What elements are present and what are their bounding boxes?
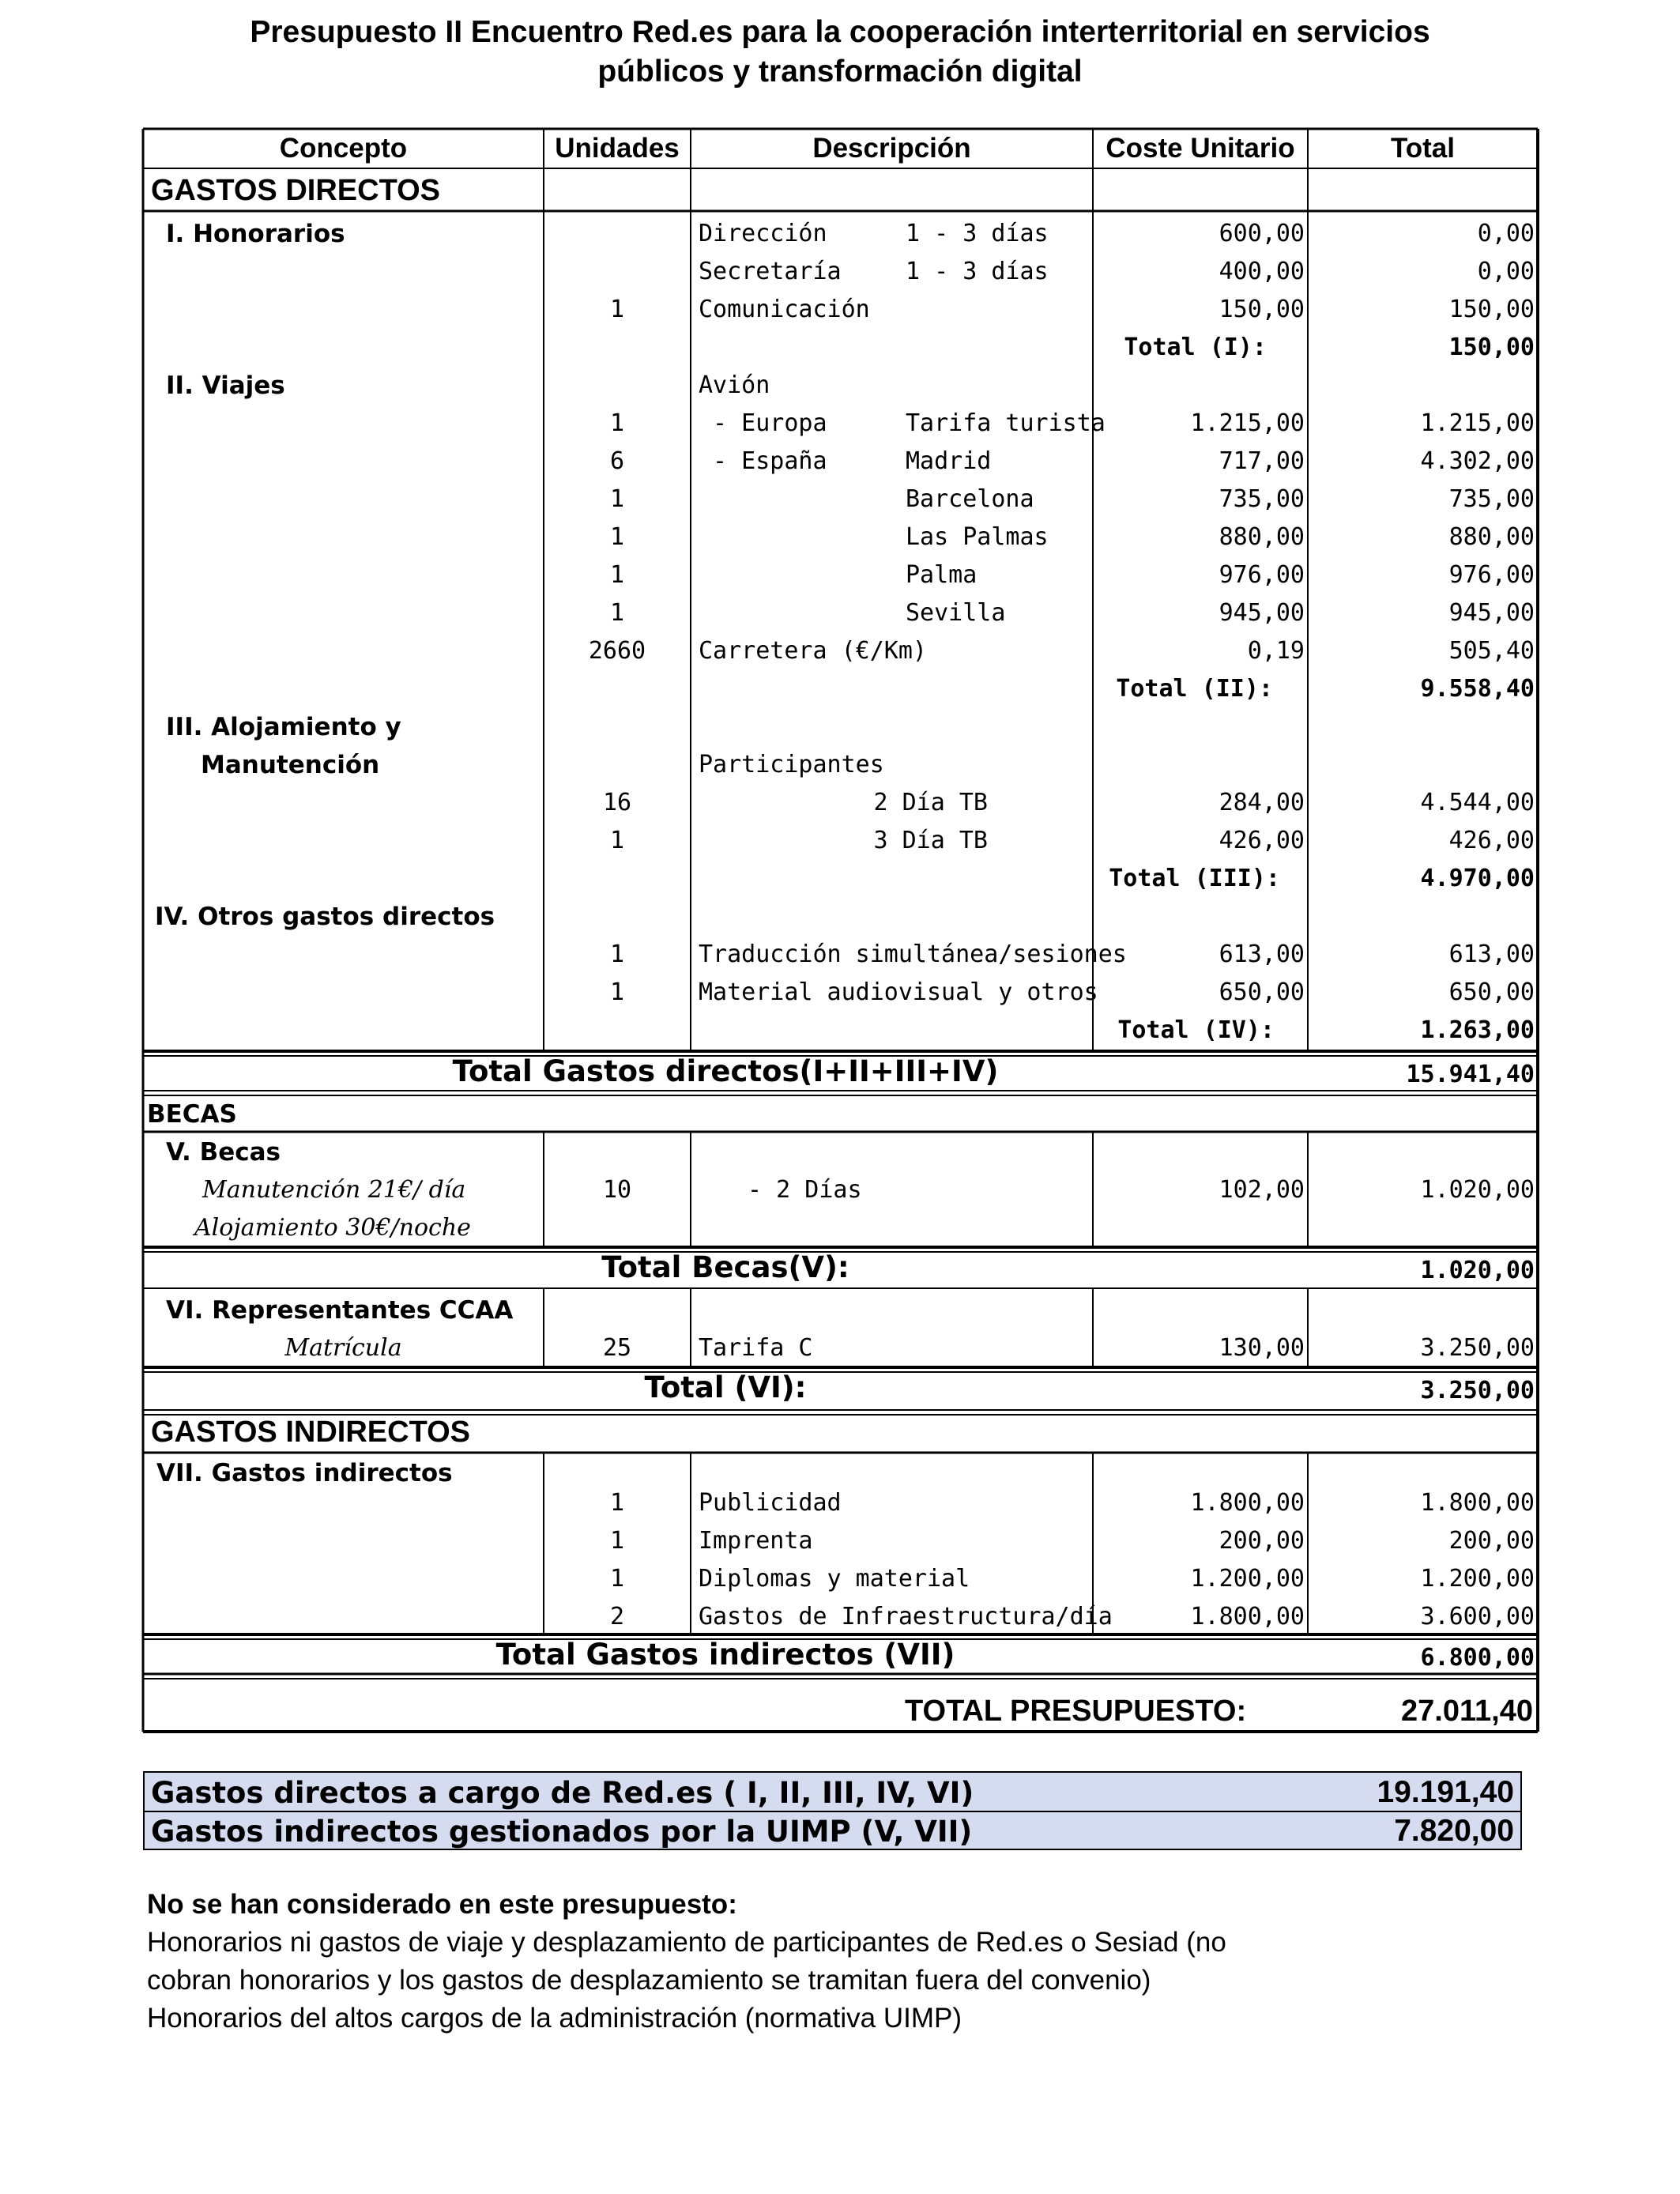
- viajes-row-cost: 735,00: [1219, 485, 1305, 513]
- alojamiento-row-total: 426,00: [1448, 827, 1535, 854]
- summary-row-indirectos: [143, 1811, 1522, 1850]
- otros-label: IV. Otros gastos directos: [155, 903, 495, 931]
- document-title-line1: Presupuesto II Encuentro Red.es para la cooperación interterritorial en servicios: [250, 15, 1430, 49]
- otros-row-desc: Material audiovisual y otros: [699, 978, 1098, 1006]
- representantes-label: VI. Representantes CCAA: [166, 1296, 514, 1325]
- viajes-row-total: 4.302,00: [1420, 447, 1535, 475]
- viajes-row-desc: - Europa: [699, 409, 827, 437]
- total-becas-value: 1.020,00: [1420, 1257, 1535, 1284]
- total-directos-label: Total Gastos directos(I+II+III+IV): [452, 1054, 999, 1088]
- alojamiento-total-value: 4.970,00: [1420, 865, 1535, 892]
- total-presupuesto-value: 27.011,40: [1401, 1695, 1533, 1728]
- alojamiento-row-desc: 2 Día TB: [873, 789, 988, 816]
- indirectos-row-units: 1: [609, 1489, 625, 1517]
- otros-row-cost: 650,00: [1219, 978, 1305, 1006]
- viajes-avion-header: Avión: [699, 371, 770, 399]
- viajes-row-detail: Tarifa turista: [906, 409, 1106, 437]
- total-becas-label: Total Becas(V):: [601, 1250, 849, 1284]
- becas-desc: - 2 Días: [733, 1176, 862, 1204]
- representantes-cost: 130,00: [1219, 1334, 1305, 1362]
- viajes-row-units: 1: [609, 409, 625, 437]
- otros-row-units: 1: [609, 978, 625, 1006]
- alojamiento-row-units: 1: [609, 827, 625, 854]
- indirectos-row-desc: Diplomas y material: [699, 1565, 970, 1593]
- indirectos-row-cost: 200,00: [1219, 1527, 1305, 1555]
- viajes-row-cost: 1.215,00: [1190, 409, 1305, 437]
- indirectos-row-total: 3.600,00: [1420, 1603, 1535, 1630]
- honorarios-row-total: 0,00: [1477, 258, 1535, 285]
- viajes-row-total: 976,00: [1448, 561, 1535, 589]
- indirectos-row-desc: Imprenta: [699, 1527, 813, 1555]
- total-indirectos-value: 6.800,00: [1420, 1644, 1535, 1672]
- otros-total-label: Total (IV):: [1117, 1016, 1275, 1044]
- representantes-total: 3.250,00: [1420, 1334, 1535, 1362]
- header-concepto: Concepto: [279, 133, 408, 164]
- viajes-row-units: 1: [609, 485, 625, 513]
- viajes-row-cost: 880,00: [1219, 523, 1305, 551]
- section-becas: BECAS: [147, 1100, 237, 1129]
- becas-cost: 102,00: [1219, 1176, 1305, 1204]
- alojamiento-row-total: 4.544,00: [1420, 789, 1535, 816]
- header-descripcion: Descripción: [812, 133, 971, 164]
- alojamiento-row-cost: 284,00: [1219, 789, 1305, 816]
- honorarios-row-cost: 600,00: [1219, 220, 1305, 247]
- alojamiento-row-cost: 426,00: [1219, 827, 1305, 854]
- indirectos-row-desc: Publicidad: [699, 1489, 842, 1517]
- honorarios-row-desc: Comunicación: [699, 296, 870, 323]
- indirectos-row-desc: Gastos de Infraestructura/día: [699, 1603, 1113, 1630]
- viajes-row-units: 1: [609, 599, 625, 627]
- notes-heading: No se han considerado en este presupuesto:: [147, 1889, 737, 1920]
- honorarios-row-total: 0,00: [1477, 220, 1535, 247]
- honorarios-row-cost: 400,00: [1219, 258, 1305, 285]
- viajes-row-units: 1: [609, 561, 625, 589]
- total-vi-value: 3.250,00: [1420, 1377, 1535, 1404]
- header-unidades: Unidades: [555, 133, 680, 164]
- viajes-row-detail: Palma: [906, 561, 977, 589]
- alojamiento-row-desc: 3 Día TB: [873, 827, 988, 854]
- viajes-row-cost: 717,00: [1219, 447, 1305, 475]
- viajes-row-units: 6: [609, 447, 625, 475]
- honorarios-label: I. Honorarios: [166, 220, 345, 248]
- notes-line: Honorarios ni gastos de viaje y desplazamiento de participantes de Red.es o Sesiad (no: [147, 1927, 1226, 1958]
- section-gastos-directos: GASTOS DIRECTOS: [151, 174, 440, 207]
- indirectos-row-units: 1: [609, 1527, 625, 1555]
- indirectos-row-cost: 1.200,00: [1190, 1565, 1305, 1593]
- viajes-row-cost: 945,00: [1219, 599, 1305, 627]
- viajes-total-value: 9.558,40: [1420, 675, 1535, 703]
- otros-row-desc: Traducción simultánea/sesiones: [699, 941, 1127, 968]
- viajes-row-detail: Las Palmas: [906, 523, 1049, 551]
- honorarios-row-cost: 150,00: [1219, 296, 1305, 323]
- viajes-row-units: 2660: [588, 637, 646, 665]
- indirectos-label: VII. Gastos indirectos: [156, 1459, 453, 1487]
- becas-units: 10: [602, 1176, 632, 1204]
- viajes-row-total: 880,00: [1448, 523, 1535, 551]
- honorarios-total-value: 150,00: [1448, 334, 1535, 361]
- summary-label: Gastos indirectos gestionados por la UIMP (V, VII): [151, 1815, 973, 1849]
- summary-row-directos: [143, 1771, 1522, 1812]
- summary-value: 19.191,40: [1377, 1775, 1514, 1809]
- otros-row-units: 1: [609, 941, 625, 968]
- indirectos-row-cost: 1.800,00: [1190, 1603, 1305, 1630]
- otros-row-total: 613,00: [1448, 941, 1535, 968]
- indirectos-row-total: 1.200,00: [1420, 1565, 1535, 1593]
- notes-line: cobran honorarios y los gastos de desplazamiento se tramitan fuera del convenio): [147, 1965, 1151, 1996]
- viajes-row-cost: 976,00: [1219, 561, 1305, 589]
- honorarios-total-label: Total (I):: [1124, 334, 1267, 361]
- indirectos-row-units: 1: [609, 1565, 625, 1593]
- viajes-row-detail: Barcelona: [906, 485, 1034, 513]
- viajes-row-total: 735,00: [1448, 485, 1535, 513]
- alojamiento-participantes-header: Participantes: [699, 751, 884, 778]
- notes-line: Honorarios del altos cargos de la administración (normativa UIMP): [147, 2003, 962, 2034]
- viajes-total-label: Total (II):: [1116, 675, 1273, 703]
- honorarios-row-desc: Secretaría: [699, 258, 842, 285]
- header-coste-unitario: Coste Unitario: [1106, 133, 1295, 164]
- total-indirectos-label: Total Gastos indirectos (VII): [495, 1638, 955, 1672]
- viajes-row-cost: 0,19: [1247, 637, 1305, 665]
- alojamiento-label-line2: Manutención: [201, 751, 380, 779]
- otros-row-cost: 613,00: [1219, 941, 1305, 968]
- representantes-matricula: Matrícula: [284, 1334, 402, 1362]
- viajes-row-total: 505,40: [1448, 637, 1535, 665]
- indirectos-row-cost: 1.800,00: [1190, 1489, 1305, 1517]
- becas-total: 1.020,00: [1420, 1176, 1535, 1204]
- viajes-row-total: 945,00: [1448, 599, 1535, 627]
- alojamiento-total-label: Total (III):: [1109, 865, 1280, 892]
- representantes-units: 25: [602, 1334, 632, 1362]
- indirectos-row-total: 200,00: [1448, 1527, 1535, 1555]
- summary-value: 7.820,00: [1394, 1814, 1514, 1848]
- viajes-row-desc: Carretera (€/Km): [699, 637, 927, 665]
- honorarios-row-total: 150,00: [1448, 296, 1535, 323]
- indirectos-row-units: 2: [609, 1603, 625, 1630]
- viajes-row-desc: - España: [699, 447, 827, 475]
- representantes-desc: Tarifa C: [699, 1334, 813, 1362]
- honorarios-row-detail: 1 - 3 días: [906, 258, 1049, 285]
- viajes-row-detail: Madrid: [906, 447, 992, 475]
- alojamiento-row-units: 16: [602, 789, 632, 816]
- viajes-row-total: 1.215,00: [1420, 409, 1535, 437]
- summary-label: Gastos directos a cargo de Red.es ( I, II, III, IV, VI): [151, 1776, 974, 1810]
- honorarios-row-desc: Dirección: [699, 220, 827, 247]
- viajes-label: II. Viajes: [166, 371, 285, 400]
- becas-manutencion-line: Manutención 21€/ día: [202, 1176, 466, 1204]
- total-presupuesto-label: TOTAL PRESUPUESTO:: [905, 1695, 1247, 1728]
- becas-alojamiento-line: Alojamiento 30€/noche: [194, 1214, 471, 1242]
- otros-row-total: 650,00: [1448, 978, 1535, 1006]
- becas-label: V. Becas: [166, 1138, 281, 1167]
- indirectos-row-total: 1.800,00: [1420, 1489, 1535, 1517]
- alojamiento-label: III. Alojamiento y: [166, 713, 401, 741]
- header-total: Total: [1390, 133, 1455, 164]
- honorarios-row-detail: 1 - 3 días: [906, 220, 1049, 247]
- otros-total-value: 1.263,00: [1420, 1016, 1535, 1044]
- section-gastos-indirectos: GASTOS INDIRECTOS: [151, 1416, 470, 1449]
- viajes-row-detail: Sevilla: [906, 599, 1006, 627]
- total-vi-label: Total (VI):: [644, 1370, 807, 1404]
- honorarios-row-units: 1: [609, 296, 625, 323]
- document-title-line2: públicos y transformación digital: [597, 55, 1083, 89]
- total-directos-value: 15.941,40: [1406, 1061, 1535, 1088]
- viajes-row-units: 1: [609, 523, 625, 551]
